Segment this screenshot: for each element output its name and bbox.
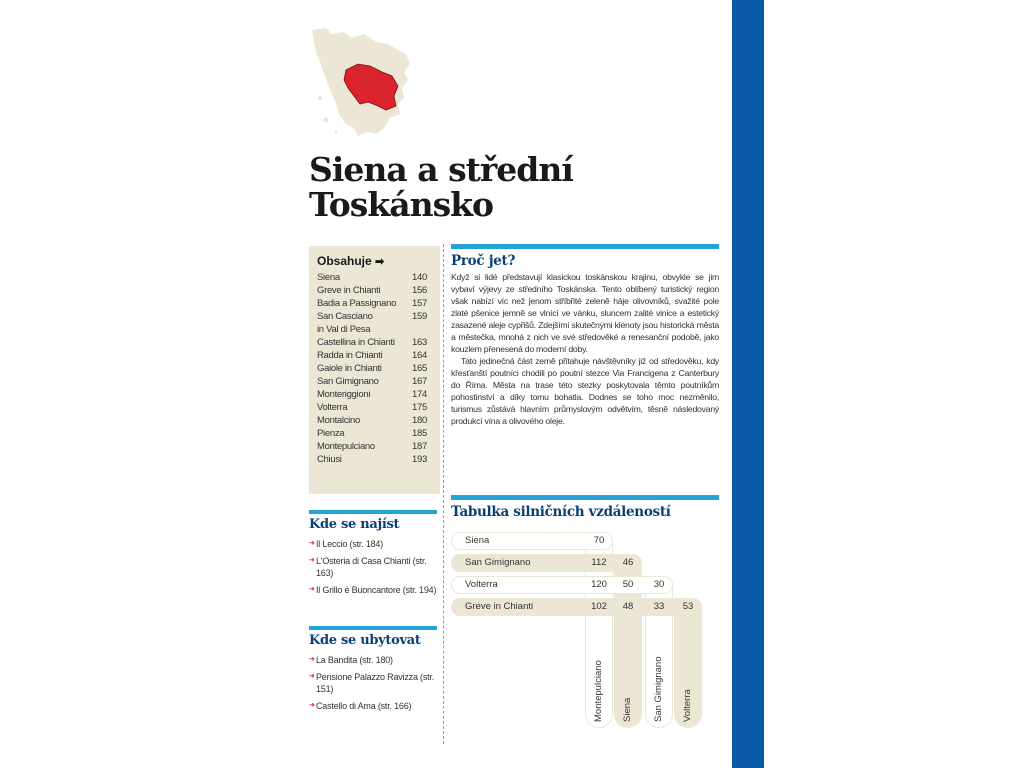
- contents-item: [317, 310, 427, 336]
- distance-value: 33: [653, 601, 665, 612]
- distance-column-label: Volterra: [682, 689, 693, 722]
- column-divider: [443, 244, 444, 744]
- distance-table: [451, 530, 721, 740]
- contents-item-page: 163: [412, 337, 427, 348]
- contents-item-page: 165: [412, 363, 427, 374]
- contents-item-page: 157: [412, 298, 427, 309]
- page-title: [309, 152, 573, 222]
- contents-item-page: 159: [412, 311, 427, 322]
- contents-item-name: Montepulciano: [317, 441, 375, 452]
- contents-item-name: Castellina in Chianti: [317, 337, 395, 348]
- contents-item-name: San Gimignano: [317, 376, 379, 387]
- distance-value: 48: [622, 601, 634, 612]
- title-line-2: Toskánsko: [309, 185, 494, 224]
- contents-item-name: Greve in Chianti: [317, 285, 381, 296]
- contents-item-page: 156: [412, 285, 427, 296]
- distance-column-label: San Gimignano: [653, 656, 664, 722]
- distance-value: 112: [591, 557, 607, 568]
- contents-item: [317, 427, 427, 440]
- contents-item: [317, 414, 427, 427]
- contents-item-page: 193: [412, 454, 427, 465]
- contents-item-name: Monteriggioni: [317, 389, 371, 400]
- contents-item: [317, 297, 427, 310]
- section-bar: [451, 244, 719, 249]
- contents-item: [317, 284, 427, 297]
- contents-item-page: 180: [412, 415, 427, 426]
- contents-list: [317, 271, 440, 466]
- contents-item-page: 185: [412, 428, 427, 439]
- contents-item: [317, 336, 427, 349]
- contents-item-page: 187: [412, 441, 427, 452]
- contents-item-page: 175: [412, 402, 427, 413]
- distance-column-label: Siena: [622, 697, 633, 722]
- island-2: [324, 118, 329, 123]
- distance-value: 50: [622, 579, 634, 590]
- sleep-list-item: ➜ Pensione Palazzo Ravizza (str. 151): [309, 671, 437, 695]
- contents-box: [309, 246, 440, 494]
- section-bar: [451, 495, 719, 500]
- distance-heading: Tabulka silničních vzdáleností: [451, 504, 671, 520]
- contents-item: [317, 401, 427, 414]
- eat-list-item: ➜ Il Leccio (str. 184): [309, 538, 437, 550]
- contents-item-name: Chiusi: [317, 454, 342, 465]
- sleep-section: [309, 626, 437, 717]
- distance-value: 70: [593, 535, 605, 546]
- contents-item: [317, 271, 427, 284]
- why-section: [451, 244, 719, 427]
- contents-item: [317, 388, 427, 401]
- contents-item-page: 167: [412, 376, 427, 387]
- contents-item-name: Volterra: [317, 402, 348, 413]
- contents-heading: Obsahuje ➡: [317, 254, 385, 268]
- distance-value: 120: [591, 579, 607, 590]
- contents-item: [317, 440, 427, 453]
- contents-item-name: San Casciano in Val di Pesa: [317, 311, 373, 335]
- contents-item-name: Radda in Chianti: [317, 350, 383, 361]
- contents-item-page: 164: [412, 350, 427, 361]
- distance-row-label: San Gimignano: [465, 557, 531, 568]
- arrow-right-icon: ➡: [375, 256, 385, 268]
- eat-list-item: ➜ Il Grillo è Buoncantore (str. 194): [309, 584, 437, 596]
- contents-item: [317, 375, 427, 388]
- island-3: [335, 131, 338, 134]
- eat-list: [309, 538, 437, 596]
- distance-value: 53: [682, 601, 694, 612]
- section-bar: [309, 510, 437, 514]
- contents-item-page: 140: [412, 272, 427, 283]
- distance-value: 46: [622, 557, 634, 568]
- contents-item-name: Montalcino: [317, 415, 360, 426]
- contents-item-name: Gaiole in Chianti: [317, 363, 382, 374]
- contents-item-page: 174: [412, 389, 427, 400]
- page-edge-strip: [732, 0, 764, 768]
- contents-item: [317, 349, 427, 362]
- distance-row-label: Greve in Chianti: [465, 601, 534, 612]
- sleep-heading: Kde se ubytovat: [309, 633, 421, 648]
- contents-item-name: Badia a Passignano: [317, 298, 397, 309]
- island-1: [318, 96, 322, 100]
- why-paragraph-2: Tato jedinečná část země přitahuje návštěvníky již od středověku, kdy křesťanští poutníci chodili po poutní stezce Via Francigena z Canterbury do Říma. Města na trase této stezky poskytovala těmto poutníkům pohostinství a díky tomu bohatla. Dodnes se toho moc nezměnilo, turismus zůstává hlavním průmyslovým odvětvím, těsně následovaný produkcí vína a olivového oleje.: [451, 356, 719, 426]
- title-line-1: Siena a střední: [309, 150, 573, 189]
- section-bar: [309, 626, 437, 630]
- why-heading: Proč jet?: [451, 253, 516, 269]
- why-paragraph-1: Když si lidé představují klasickou toskánskou krajinu, obvykle se jim vybaví výjevy ze středního Toskánska. Tento oblíbený turistický region však nabízí víc než jenom stříbřité zeleně háje olivovníků, svažité pole zlaté pšenice jemně se vlnící ve vánku, sluncem zalité vinice a estetický zasazené aleje cypřišů. Zdejšími skutečnými klenoty jsou historická města a městečka, mnohá z nich ve své středověké a renesanční podobě, jako kouzlem přenesená do moderní doby.: [451, 272, 719, 354]
- contents-item-name: Pienza: [317, 428, 345, 439]
- eat-heading: Kde se najíst: [309, 517, 400, 532]
- sleep-list-item: ➜ La Bandita (str. 180): [309, 654, 437, 666]
- sleep-list: [309, 654, 437, 712]
- eat-section: [309, 510, 437, 601]
- contents-item-name: Siena: [317, 272, 340, 283]
- distance-section: [451, 495, 719, 522]
- distance-row-label: Volterra: [465, 579, 498, 590]
- contents-item: [317, 362, 427, 375]
- eat-list-item: ➜ L'Osteria di Casa Chianti (str. 163): [309, 555, 437, 579]
- distance-column-label: Montepulciano: [593, 660, 604, 722]
- distance-value: 30: [653, 579, 665, 590]
- sleep-list-item: ➜ Castello di Ama (str. 166): [309, 700, 437, 712]
- tuscany-map: [306, 24, 418, 140]
- distance-row-label: Siena: [465, 535, 490, 546]
- distance-value: 102: [591, 601, 607, 612]
- contents-item: [317, 453, 427, 466]
